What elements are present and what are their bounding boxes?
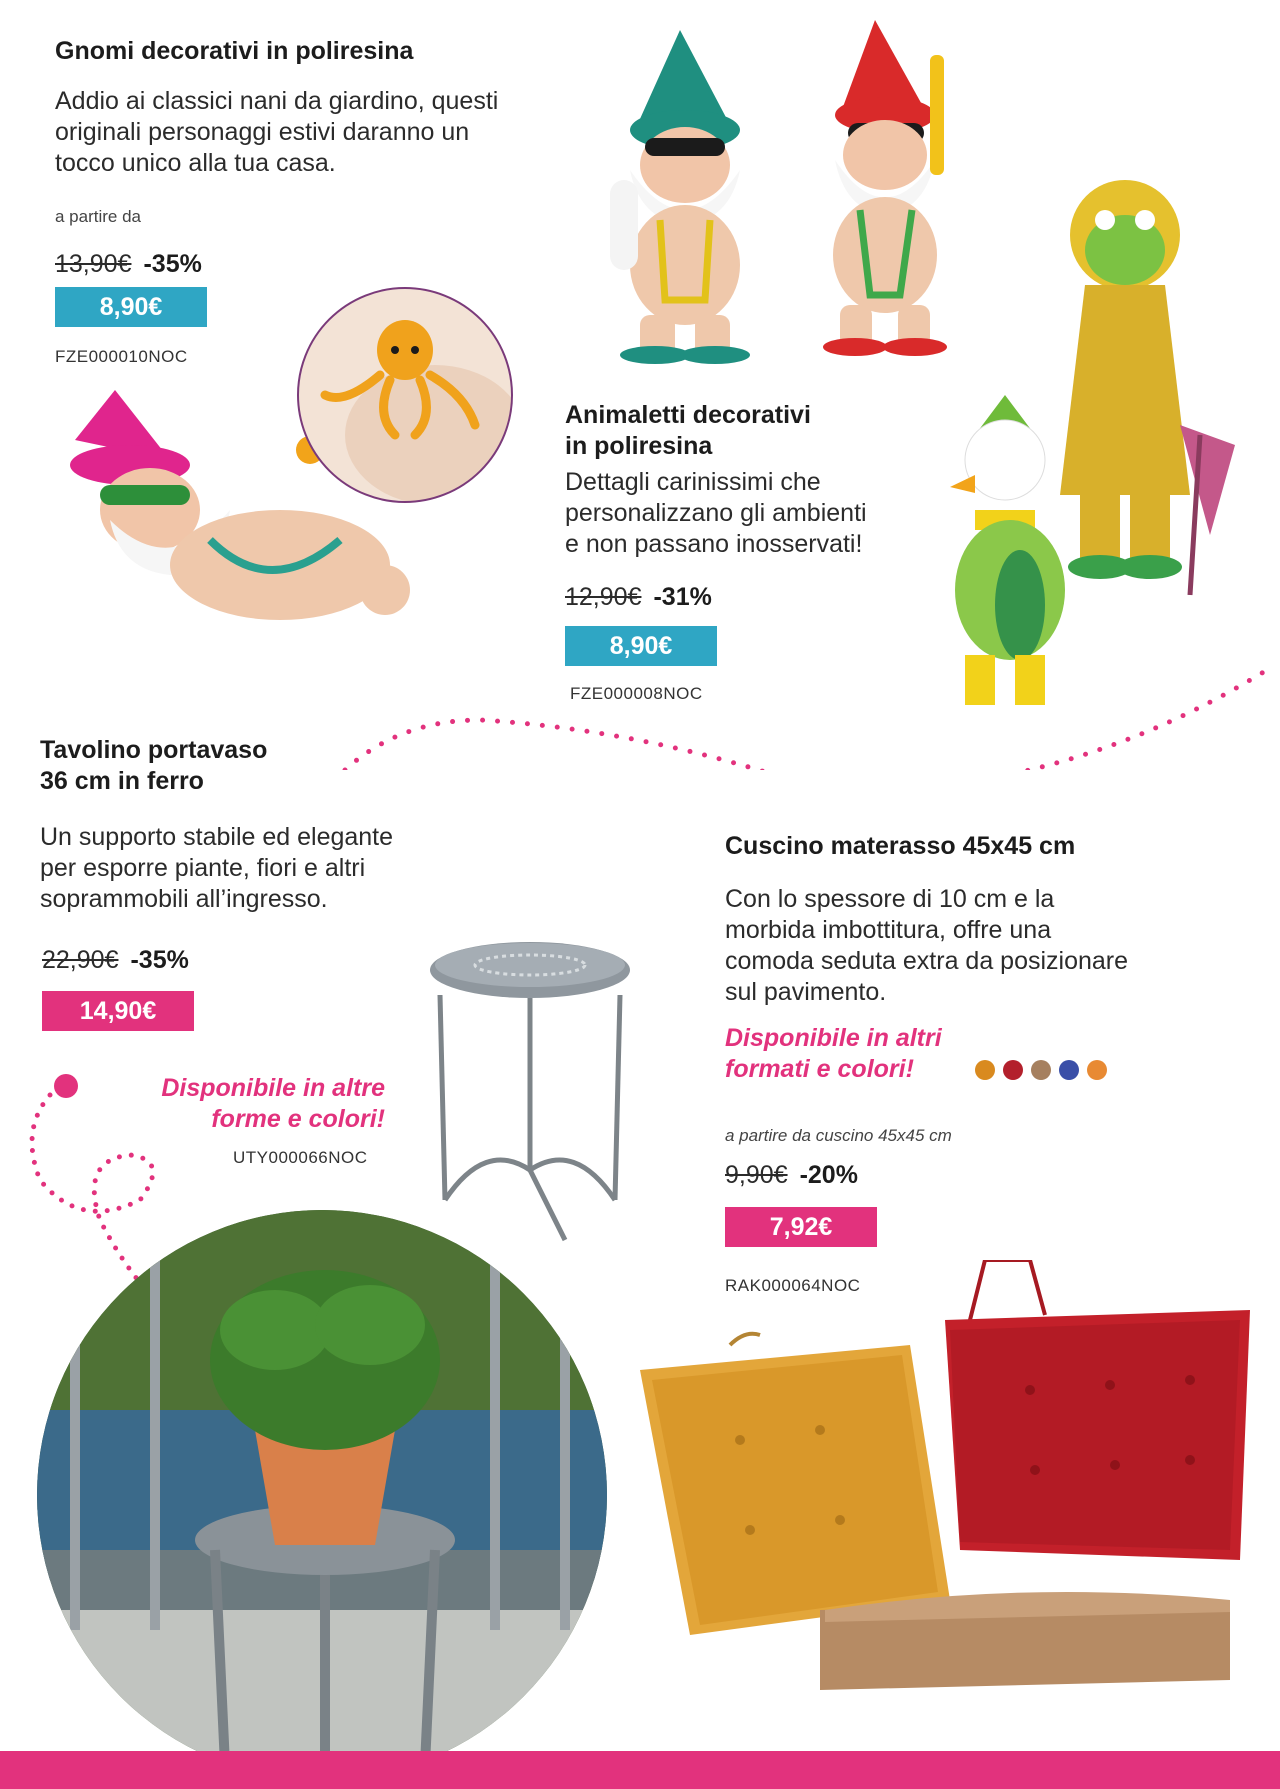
swatch-orange	[975, 1060, 995, 1080]
animals-old-price: 12,90€	[565, 583, 642, 611]
animals-code: FZE000008NOC	[570, 684, 703, 703]
gnomes-from-label: a partire da	[55, 207, 141, 226]
cushion-price-row	[725, 1161, 858, 1190]
gnomes-description: Addio ai classici nani da giardino, questi originali personaggi estivi daranno un tocco unico alla tua casa.	[55, 87, 499, 177]
octopus-detail-image	[295, 285, 515, 505]
gnome-red-hat-image	[800, 15, 970, 360]
table-availability: Disponibile in altre forme e colori!	[161, 1074, 385, 1133]
swatch-blue	[1059, 1060, 1079, 1080]
cushion-discount: -20%	[799, 1161, 858, 1189]
gnomes-code: FZE000010NOC	[55, 347, 188, 366]
table-price: 14,90€	[42, 991, 194, 1031]
table-discount: -35%	[130, 946, 189, 974]
gnomes-price: 8,90€	[55, 287, 207, 327]
swatch-red	[1003, 1060, 1023, 1080]
cushion-color-swatches	[975, 1060, 1115, 1080]
cushion-code: RAK000064NOC	[725, 1276, 861, 1295]
gnomes-title: Gnomi decorativi in poliresina	[55, 37, 414, 65]
cushion-availability: Disponibile in altri formati e colori!	[725, 1024, 942, 1083]
balcony-plant-photo	[35, 1210, 610, 1765]
gnomes-old-price: 13,90€	[55, 250, 132, 278]
swatch-light-orange	[1087, 1060, 1107, 1080]
gnome-green-hat-image	[590, 20, 780, 365]
cushion-description: Con lo spessore di 10 cm e la morbida imbottitura, offre una comoda seduta extra da posizionare sul pavimento.	[725, 885, 1129, 1006]
frog-raincoat-image	[1060, 175, 1240, 605]
table-old-price: 22,90€	[42, 946, 119, 974]
plant-table-image	[425, 940, 635, 1250]
cushions-image	[640, 1260, 1260, 1720]
table-description: Un supporto stabile ed elegante per esporre piante, fiori e altri soprammobili all’ingresso.	[40, 823, 394, 913]
animals-discount: -31%	[653, 583, 712, 611]
cushion-old-price: 9,90€	[725, 1161, 788, 1189]
table-code: UTY000066NOC	[233, 1148, 368, 1167]
animals-description: Dettagli carinissimi che personalizzano gli ambienti e non passano inosservati!	[565, 468, 867, 558]
gnomes-price-row	[55, 250, 202, 279]
cushion-from-label: a partire da cuscino 45x45 cm	[725, 1126, 952, 1145]
table-price-row	[42, 946, 189, 975]
animals-price-row	[565, 583, 712, 612]
cushion-price: 7,92€	[725, 1207, 877, 1247]
swatch-brown	[1031, 1060, 1051, 1080]
cushion-title: Cuscino materasso 45x45 cm	[725, 832, 1076, 860]
table-title: Tavolino portavaso 36 cm in ferro	[40, 736, 268, 795]
footer-bar	[0, 1751, 1280, 1789]
gnomes-discount: -35%	[143, 250, 202, 278]
animals-price: 8,90€	[565, 626, 717, 666]
animals-title: Animaletti decorativi in poliresina	[565, 401, 811, 460]
